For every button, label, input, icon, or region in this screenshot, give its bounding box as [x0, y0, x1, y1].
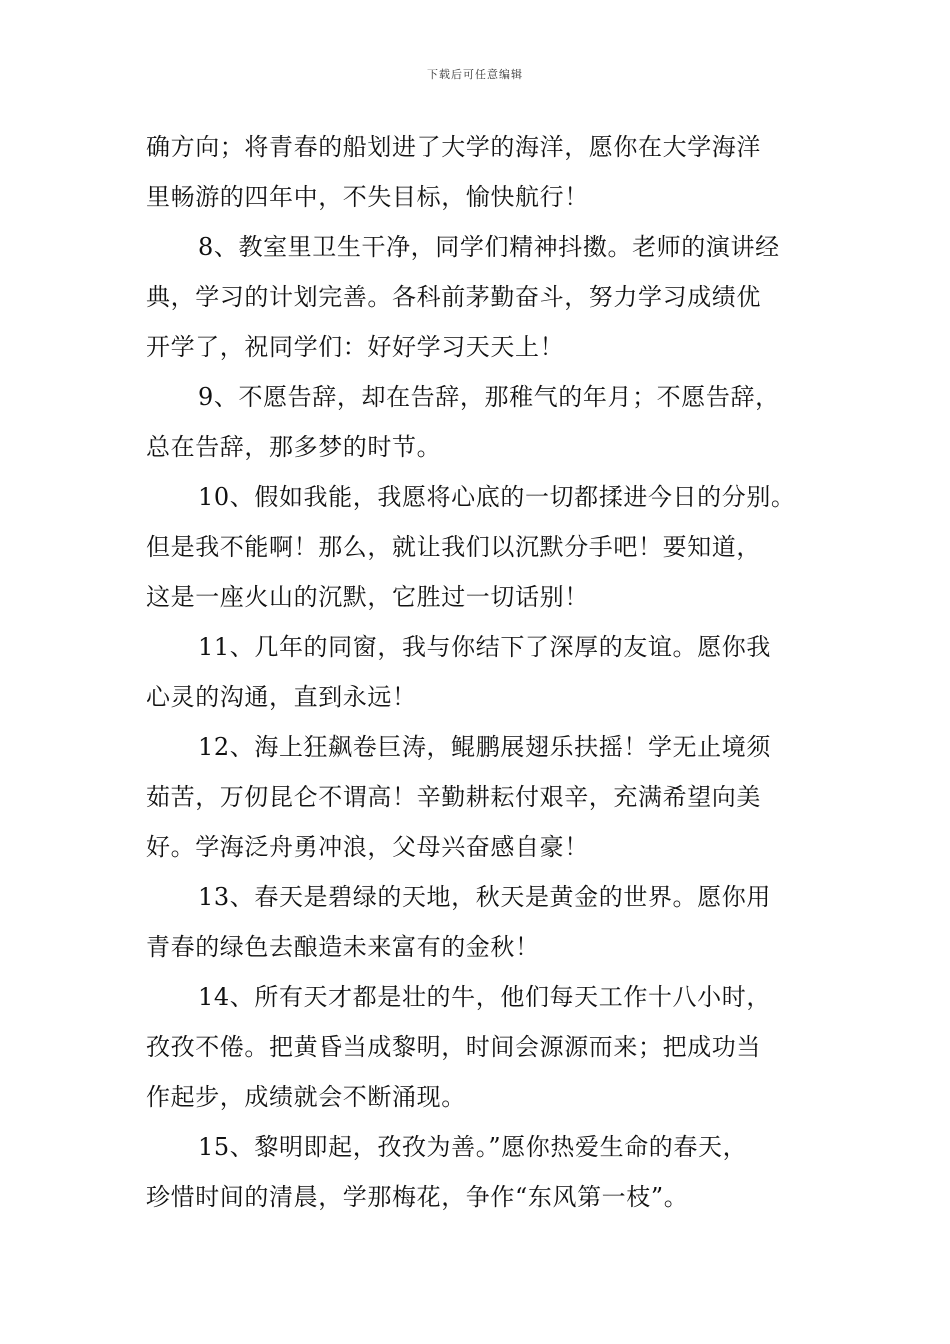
text-line: 总在告辞，那多梦的时节。 — [146, 433, 442, 461]
paragraph-start-line: 9、不愿告辞，却在告辞，那稚气的年月；不愿告辞， — [198, 383, 780, 411]
text-line: 作起步，成绩就会不断涌现。 — [146, 1083, 466, 1111]
text-line: 心灵的沟通，直到永远！ — [146, 683, 417, 711]
text-line: 但是我不能啊！那么，就让我们以沉默分手吧！要知道， — [146, 533, 761, 561]
paragraph-start-line: 11、几年的同窗，我与你结下了深厚的友谊。愿你我 — [198, 633, 771, 661]
text-line: 这是一座火山的沉默，它胜过一切话别！ — [146, 583, 589, 611]
text-line: 青春的绿色去酿造未来富有的金秋！ — [146, 933, 540, 961]
text-line: 确方向；将青春的船划进了大学的海洋，愿你在大学海洋 — [146, 133, 761, 161]
text-line: 珍惜时间的清晨，学那梅花，争作“东风第一枝”。 — [146, 1183, 689, 1211]
document-body — [146, 128, 836, 1228]
paragraph-start-line: 8、教室里卫生干净，同学们精神抖擞。老师的演讲经 — [198, 233, 780, 261]
text-line: 开学了，祝同学们：好好学习天天上！ — [146, 333, 565, 361]
text-line: 茹苦，万仞昆仑不谓高！辛勤耕耘付艰辛，充满希望向美 — [146, 783, 761, 811]
paragraph-start-line: 14、所有天才都是壮的牛，他们每天工作十八小时， — [198, 983, 771, 1011]
paragraph-start-line: 12、海上狂飙卷巨涛，鲲鹏展翅乐扶摇！学无止境须 — [198, 733, 771, 761]
text-line: 孜孜不倦。把黄昏当成黎明，时间会源源而来；把成功当 — [146, 1033, 761, 1061]
text-line: 好。学海泛舟勇冲浪，父母兴奋感自豪！ — [146, 833, 589, 861]
paragraph-start-line: 10、假如我能，我愿将心底的一切都揉进今日的分别。 — [198, 483, 796, 511]
paragraph-start-line: 13、春天是碧绿的天地，秋天是黄金的世界。愿你用 — [198, 883, 771, 911]
page-header-note: 下载后可任意编辑 — [427, 68, 523, 81]
text-line: 典，学习的计划完善。各科前茅勤奋斗，努力学习成绩优 — [146, 283, 761, 311]
paragraph-start-line: 15、黎明即起，孜孜为善。”愿你热爱生命的春天， — [198, 1133, 748, 1161]
text-line: 里畅游的四年中，不失目标，愉快航行！ — [146, 183, 589, 211]
